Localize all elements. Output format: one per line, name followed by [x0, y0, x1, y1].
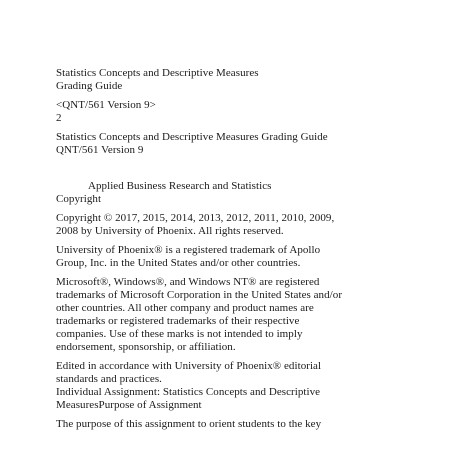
copyright-line: 2008 by University of Phoenix. All rights reserved.: [56, 225, 284, 237]
trademark-uop-line: Group, Inc. in the United States and/or other countries.: [56, 257, 301, 269]
trademark-ms-line: companies. Use of these marks is not intended to imply: [56, 328, 303, 340]
trademark-ms-line: other countries. All other company and product names are: [56, 302, 314, 314]
trademark-ms-line: trademarks or registered trademarks of their respective: [56, 315, 300, 327]
course-tag: <QNT/561 Version 9>: [56, 99, 156, 111]
trademark-ms-line: endorsement, sponsorship, or affiliation.: [56, 341, 236, 353]
assignment-line: Individual Assignment: Statistics Concepts and Descriptive: [56, 386, 321, 398]
document-title-version: QNT/561 Version 9: [56, 144, 144, 156]
page-number: 2: [56, 112, 62, 124]
copyright-heading: Copyright: [56, 193, 102, 205]
edited-line: standards and practices.: [56, 373, 162, 385]
header-title: Statistics Concepts and Descriptive Measures: [56, 67, 259, 79]
header-subtitle: Grading Guide: [56, 80, 123, 92]
purpose-line: The purpose of this assignment to orient students to the key: [56, 418, 322, 430]
trademark-uop-line: University of Phoenix® is a registered trademark of Apollo: [56, 244, 321, 256]
trademark-ms-line: trademarks of Microsoft Corporation in the United States and/or: [56, 289, 343, 301]
document-title: Statistics Concepts and Descriptive Measures Grading Guide: [56, 131, 328, 143]
book-title: Applied Business Research and Statistics: [88, 180, 272, 192]
edited-line: Edited in accordance with University of Phoenix® editorial: [56, 360, 322, 372]
trademark-ms-line: Microsoft®, Windows®, and Windows NT® are registered: [56, 276, 320, 288]
copyright-line: Copyright © 2017, 2015, 2014, 2013, 2012, 2011, 2010, 2009,: [56, 212, 335, 224]
assignment-line: MeasuresPurpose of Assignment: [56, 399, 202, 411]
